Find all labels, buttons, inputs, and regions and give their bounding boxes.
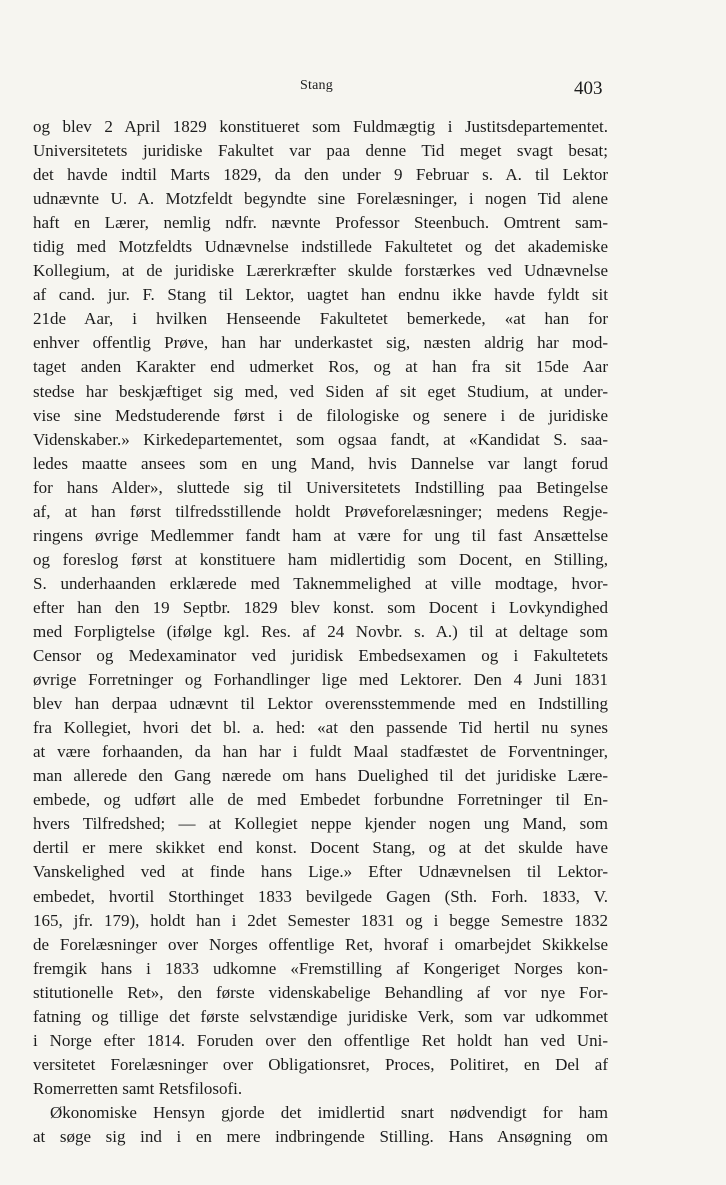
text-line: og foreslog først at konstituere ham midlertidig som Docent, en Stilling, [33,549,608,569]
page-number: 403 [574,78,603,99]
text-line: det havde indtil Marts 1829, da den under 9 Februar s. A. til Lektor [33,165,608,185]
text-line: Videnskaber.» Kirkedepartementet, som ogsaa fandt, at «Kandidat S. saa- [33,429,608,449]
text-line: at søge sig ind i en mere indbringende Stilling. Hans Ansøgning om [33,1126,608,1146]
text-line: taget anden Karakter end udmerket Ros, og at han fra sit 15de Aar [33,357,608,377]
text-line: S. underhaanden erklærede med Taknemmelighed at ville modtage, hvor- [33,573,608,593]
text-line: de Forelæsninger over Norges offentlige Ret, hvoraf i omarbejdet Skikkelse [33,934,608,954]
text-line: Vanskelighed ved at finde hans Lige.» Efter Udnævnelsen til Lektor- [33,862,608,882]
text-line: 21de Aar, i hvilken Henseende Fakultetet bemerkede, «at han for [33,309,608,329]
text-line: haft en Lærer, nemlig ndfr. nævnte Professor Steenbuch. Omtrent sam- [33,213,608,233]
text-line: stedse har beskjæftiget sig med, ved Siden af sit eget Studium, at under- [33,381,608,401]
page-header [0,76,726,100]
text-line: 165, jfr. 179), holdt han i 2det Semester 1831 og i begge Semestre 1832 [33,910,608,930]
text-line: Økonomiske Hensyn gjorde det imidlertid snart nødvendigt for ham [50,1102,608,1122]
text-line: dertil er mere skikket end konst. Docent Stang, og at det skulde have [33,838,608,858]
text-line: at være forhaanden, da han har i fuldt Maal stadfæstet de Forventninger, [33,742,608,762]
text-line: øvrige Forretninger og Forhandlinger lige med Lektorer. Den 4 Juni 1831 [33,670,608,690]
text-line: embedet, hvortil Storthinget 1833 bevilgede Gagen (Sth. Forh. 1833, V. [33,886,608,906]
text-line: Kollegium, at de juridiske Lærerkræfter skulde forstærkes ved Udnævnelse [33,261,608,281]
text-line: ringens øvrige Medlemmer fandt ham at være for ung til fast Ansættelse [33,525,608,545]
text-line: med Forpligtelse (ifølge kgl. Res. af 24 Novbr. s. A.) til at deltage som [33,621,608,641]
text-line: udnævnte U. A. Motzfeldt begyndte sine Forelæsninger, i nogen Tid alene [33,189,608,209]
text-line: af, at han først tilfredsstillende holdt Prøveforelæsninger; medens Regje- [33,501,608,521]
text-line: blev han derpaa udnævnt til Lektor overensstemmende med en Indstilling [33,694,608,714]
text-line: fremgik hans i 1833 udkomne «Fremstilling af Kongeriget Norges kon- [33,958,608,978]
text-line: for hans Alder», sluttede sig til Universitetets Indstilling paa Betingelse [33,477,608,497]
text-line: embede, og udført alle de med Embedet forbundne Forretninger til En- [33,790,608,810]
text-line: man allerede den Gang nærede om hans Duelighed til det juridiske Lære- [33,766,608,786]
text-line: og blev 2 April 1829 konstitueret som Fuldmægtig i Justitsdepartementet. [33,117,608,136]
text-line: versitetet Forelæsninger over Obligationsret, Proces, Politiret, en Del af [33,1054,608,1074]
text-line: fatning og tillige det første selvstændige juridiske Verk, som var udkommet [33,1006,608,1026]
text-line: fra Kollegiet, hvori det bl. a. hed: «at den passende Tid hertil nu synes [33,718,608,738]
running-head: Stang [300,78,333,93]
text-line: Universitetets juridiske Fakultet var paa denne Tid meget svagt besat; [33,141,608,161]
text-line: tidig med Motzfeldts Udnævnelse indstillede Fakultetet og det akademiske [33,237,608,257]
text-line: vise sine Medstuderende først i de filologiske og senere i de juridiske [33,405,608,425]
body-text [33,115,608,1149]
text-line: ledes maatte ansees som en ung Mand, hvis Dannelse var langt forud [33,453,608,473]
text-line: Romerretten samt Retsfilosofi. [33,1078,243,1098]
text-line: af cand. jur. F. Stang til Lektor, uagtet han endnu ikke havde fyldt sit [33,285,608,305]
text-line: i Norge efter 1814. Foruden over den offentlige Ret holdt han ved Uni- [33,1030,608,1050]
text-line: stitutionelle Ret», den første videnskabelige Behandling af vor nye For- [33,982,608,1002]
text-line: enhver offentlig Prøve, han har underkastet sig, næsten aldrig har mod- [33,333,608,353]
text-line: efter han den 19 Septbr. 1829 blev konst. som Docent i Lovkyndighed [33,597,608,617]
text-line: Censor og Medexaminator ved juridisk Embedsexamen og i Fakultetets [33,646,608,666]
text-line: hvers Tilfredshed; — at Kollegiet neppe kjender nogen ung Mand, som [33,814,608,834]
